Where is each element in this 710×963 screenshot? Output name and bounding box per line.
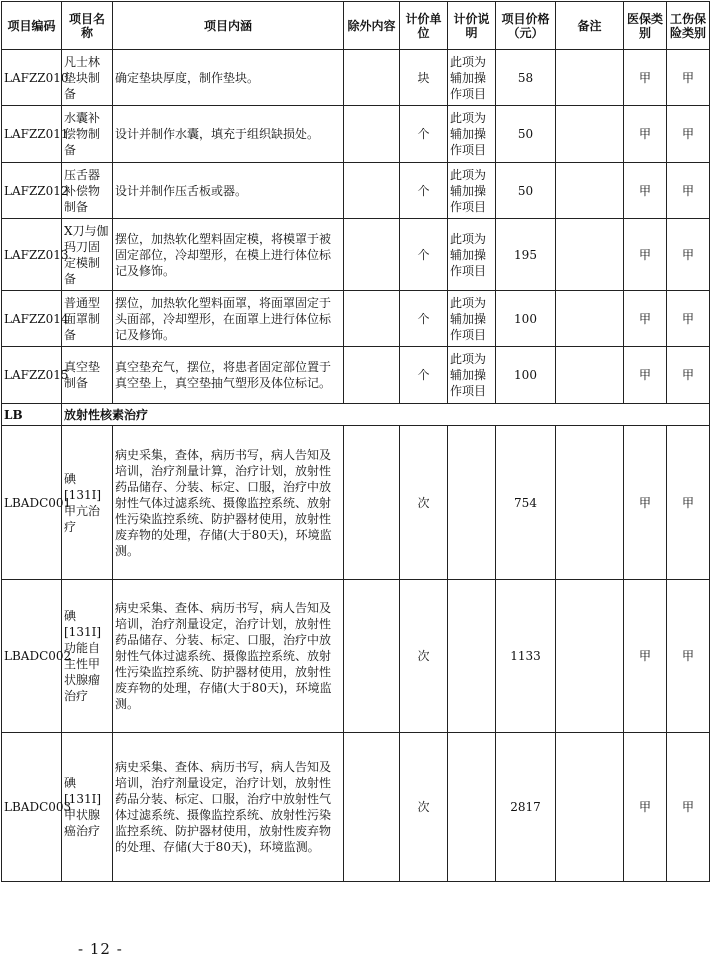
cell-unit: 次 (400, 733, 448, 882)
cell-exclude (344, 219, 400, 291)
cell-injury: 甲 (667, 291, 710, 347)
cell-price: 58 (496, 50, 556, 106)
cell-content: 摆位，加热软化塑料固定模，将模罩于被固定部位，冷却塑形，在模上进行体位标记及修饰。 (113, 219, 344, 291)
cell-name: X刀与伽玛刀固定模制备 (62, 219, 113, 291)
cell-medical: 甲 (624, 291, 667, 347)
table-row (2, 580, 710, 733)
section-row (2, 404, 710, 426)
cell-name: 凡士林垫块制备 (62, 50, 113, 106)
cell-unit: 个 (400, 291, 448, 347)
cell-medical: 甲 (624, 426, 667, 580)
header-price: 项目价格（元） (496, 2, 556, 50)
cell-code: LAFZZ013 (2, 219, 62, 291)
header-exclude: 除外内容 (344, 2, 400, 50)
cell-exclude (344, 426, 400, 580)
cell-medical: 甲 (624, 219, 667, 291)
section-title: 放射性核素治疗 (62, 404, 710, 426)
cell-name: 碘[131I]甲亢治疗 (62, 426, 113, 580)
table-row (2, 291, 710, 347)
cell-price: 50 (496, 106, 556, 163)
cell-code: LBADC002 (2, 580, 62, 733)
cell-name: 真空垫制备 (62, 347, 113, 404)
cell-name: 水囊补偿物制备 (62, 106, 113, 163)
cell-injury: 甲 (667, 163, 710, 219)
section-code: LB (2, 404, 62, 426)
cell-note: 此项为辅加操作项目 (448, 347, 496, 404)
fee-schedule-table (1, 1, 710, 882)
cell-content: 设计并制作压舌板或器。 (113, 163, 344, 219)
cell-name: 普通型面罩制备 (62, 291, 113, 347)
table-row (2, 163, 710, 219)
cell-remark (556, 580, 624, 733)
cell-medical: 甲 (624, 106, 667, 163)
cell-exclude (344, 580, 400, 733)
cell-injury: 甲 (667, 106, 710, 163)
cell-medical: 甲 (624, 580, 667, 733)
header-name: 项目名称 (62, 2, 113, 50)
cell-note: 此项为辅加操作项目 (448, 50, 496, 106)
cell-note: 此项为辅加操作项目 (448, 219, 496, 291)
page-number: - 12 - (78, 940, 123, 958)
cell-price: 754 (496, 426, 556, 580)
header-row (2, 2, 710, 50)
cell-content: 真空垫充气，摆位，将患者固定部位置于真空垫上，真空垫抽气塑形及体位标记。 (113, 347, 344, 404)
cell-price: 1133 (496, 580, 556, 733)
cell-unit: 个 (400, 219, 448, 291)
cell-injury: 甲 (667, 50, 710, 106)
cell-note: 此项为辅加操作项目 (448, 106, 496, 163)
cell-exclude (344, 106, 400, 163)
cell-injury: 甲 (667, 219, 710, 291)
cell-code: LBADC001 (2, 426, 62, 580)
cell-name: 压舌器补偿物制备 (62, 163, 113, 219)
cell-name: 碘[131I]功能自主性甲状腺瘤治疗 (62, 580, 113, 733)
cell-note (448, 733, 496, 882)
cell-injury: 甲 (667, 733, 710, 882)
cell-note (448, 426, 496, 580)
table-row (2, 733, 710, 882)
cell-unit: 个 (400, 163, 448, 219)
cell-unit: 次 (400, 426, 448, 580)
cell-remark (556, 347, 624, 404)
cell-name: 碘[131I]甲状腺癌治疗 (62, 733, 113, 882)
cell-code: LAFZZ010 (2, 50, 62, 106)
header-code: 项目编码 (2, 2, 62, 50)
cell-injury: 甲 (667, 426, 710, 580)
header-injury: 工伤保险类别 (667, 2, 710, 50)
header-note: 计价说明 (448, 2, 496, 50)
header-remark: 备注 (556, 2, 624, 50)
cell-exclude (344, 50, 400, 106)
cell-unit: 个 (400, 347, 448, 404)
cell-injury: 甲 (667, 580, 710, 733)
cell-injury: 甲 (667, 347, 710, 404)
cell-code: LBADC003 (2, 733, 62, 882)
cell-medical: 甲 (624, 50, 667, 106)
cell-code: LAFZZ012 (2, 163, 62, 219)
cell-unit: 次 (400, 580, 448, 733)
cell-exclude (344, 163, 400, 219)
cell-remark (556, 733, 624, 882)
cell-exclude (344, 347, 400, 404)
cell-code: LAFZZ011 (2, 106, 62, 163)
header-unit: 计价单位 (400, 2, 448, 50)
cell-unit: 块 (400, 50, 448, 106)
cell-code: LAFZZ015 (2, 347, 62, 404)
cell-content: 确定垫块厚度，制作垫块。 (113, 50, 344, 106)
cell-content: 设计并制作水囊，填充于组织缺损处。 (113, 106, 344, 163)
cell-price: 100 (496, 291, 556, 347)
cell-content: 病史采集、查体、病历书写，病人告知及培训，治疗剂量设定，治疗计划，放射性药品储存、分装、标定、口服，治疗中放射性气体过滤系统、摄像监控系统、放射性污染监控系统、防护器材使用，放射性废弃物的处理，存储(大于80天)，环境监测。 (113, 580, 344, 733)
cell-note: 此项为辅加操作项目 (448, 163, 496, 219)
cell-remark (556, 219, 624, 291)
header-content: 项目内涵 (113, 2, 344, 50)
cell-remark (556, 163, 624, 219)
table-row (2, 106, 710, 163)
header-medical: 医保类别 (624, 2, 667, 50)
table-row (2, 50, 710, 106)
cell-medical: 甲 (624, 347, 667, 404)
table-row (2, 347, 710, 404)
cell-code: LAFZZ014 (2, 291, 62, 347)
cell-price: 100 (496, 347, 556, 404)
cell-price: 195 (496, 219, 556, 291)
cell-remark (556, 50, 624, 106)
cell-note: 此项为辅加操作项目 (448, 291, 496, 347)
cell-note (448, 580, 496, 733)
cell-remark (556, 291, 624, 347)
cell-price: 50 (496, 163, 556, 219)
cell-exclude (344, 291, 400, 347)
table-row (2, 219, 710, 291)
cell-price: 2817 (496, 733, 556, 882)
cell-content: 病史采集，查体，病历书写，病人告知及培训，治疗剂量计算，治疗计划，放射性药品储存、分装、标定、口服，治疗中放射性气体过滤系统、摄像监控系统、放射性污染监控系统、防护器材使用，放射性废弃物的处理，存储(大于80天)，环境监测。 (113, 426, 344, 580)
cell-medical: 甲 (624, 163, 667, 219)
table-row (2, 426, 710, 580)
cell-content: 病史采集、查体、病历书写，病人告知及培训，治疗剂量设定，治疗计划，放射性药品分装、标定、口服，治疗中放射性气体过滤系统、摄像监控系统、放射性污染监控系统、防护器材使用，放射性废弃物的处理、存储(大于80天)，环境监测。 (113, 733, 344, 882)
cell-content: 摆位，加热软化塑料面罩，将面罩固定于头面部，冷却塑形，在面罩上进行体位标记及修饰。 (113, 291, 344, 347)
cell-unit: 个 (400, 106, 448, 163)
cell-medical: 甲 (624, 733, 667, 882)
cell-remark (556, 426, 624, 580)
cell-remark (556, 106, 624, 163)
cell-exclude (344, 733, 400, 882)
